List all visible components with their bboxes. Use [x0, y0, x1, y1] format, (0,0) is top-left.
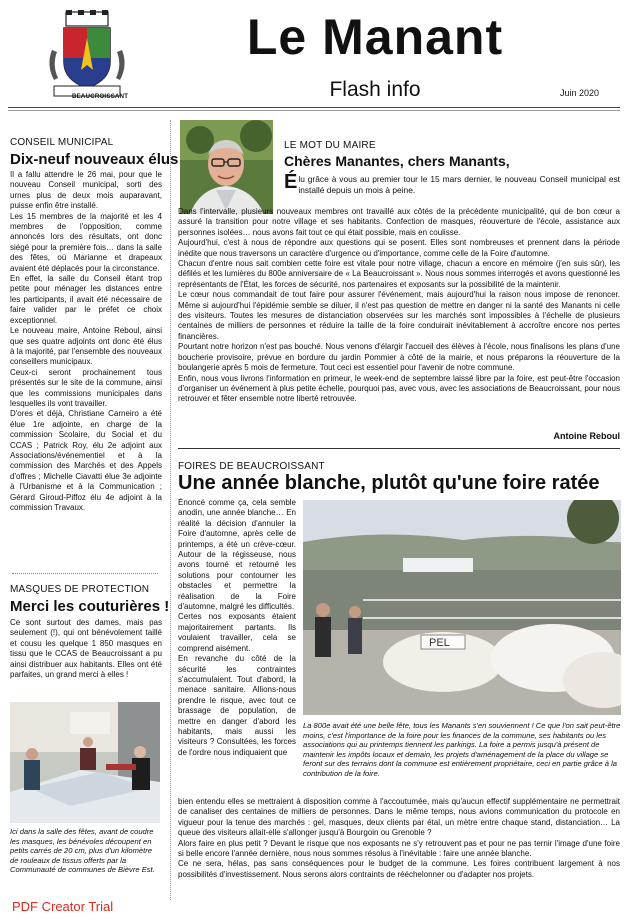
- mayor-portrait-photo: [180, 120, 273, 214]
- section-divider: [178, 448, 620, 449]
- fair-article-column: [178, 498, 296, 798]
- council-paragraph: En effet, la salle du Conseil étant trop petite pour ménager les distances entre les participants, il avait été nécessaire de faire valider par le préfet ce choix exceptionnel.: [10, 274, 162, 325]
- fair-paragraph: Certes nos exposants étaient majoritairement partants. Ils voulaient travailler, cela se comprend aisément.: [178, 612, 296, 653]
- fair-paragraph: Énoncé comme ça, cela semble anodin, une année blanche… En réalité la décision d'annuler la Foire d'automne, après celle de printemps, a été un crève-cœur. Autour de la régisseuse, nous avons tourné et retourné les solutions pour contourner les obstacles et permettre la réalisation de la Foire d'automne, malgré les difficultés.: [178, 498, 296, 612]
- masks-headline: Merci les couturières !: [10, 598, 170, 615]
- fair-paragraph: Alors faire en plus petit ? Devant le risque que nos exposants ne s'y retrouvent pas et pour ne pas ternir l'image d'une foire si belle encore l'année dernière, nous nous sommes résolus à l'inévitable : faire une année blanche.: [178, 838, 620, 859]
- mayor-article: [178, 207, 620, 425]
- fair-article-continued: [178, 797, 620, 899]
- mayor-paragraph: Aujourd'hui, c'est à nous de répondre aux questions qui se posent. Elles sont nombreuses et prennent dans la période inédite que nous traversons un caractère d'urgence ou d'importance, comme celle de la Foire d'automne.: [178, 238, 620, 258]
- mayor-paragraph: Chacun d'entre nous sait combien cette foire est vitale pour notre village, chacun a encore en mémoire (j'en suis sûr), les défilés et les lumières du 800e anniversaire de « La Beaucroissant ». Nous nous sommes interrogés et avons questionné les représentants de l'État, les forces de sécurité, nos partenaires et exposants sur la possibilité de la maintenir.: [178, 259, 620, 289]
- fair-paragraph: Ce ne sera, hélas, pas sans conséquences pour le budget de la commune. Les foires contribuent largement à nos possibilités d'investissement. Nous serons alors contraints de rééchelonner ou d'adapter nos projets.: [178, 859, 620, 879]
- sewing-volunteers-photo: [10, 702, 160, 823]
- mayor-headline: Chères Manantes, chers Manants,: [284, 153, 510, 169]
- masks-category: MASQUES DE PROTECTION: [10, 584, 150, 595]
- council-headline: Dix-neuf nouveaux élus: [10, 151, 179, 168]
- mayor-paragraph: Enfin, nous vous livrons l'information en primeur, le week-end de septembre laissé libre par la foire, est peut-être l'occasion d'organiser un événement à plus petite échelle, pourquoi pas, avec vous, avec les associations de Beaucroissant, pour nous retrouver et fêter ensemble notre liberté retrouvée.: [178, 373, 620, 404]
- masks-photo-caption: Ici dans la salle des fêtes, avant de coudre les masques, les bénévoles découpent en petits carrés de 20 cm, plus d'un kilomètre de rouleaux de tissus offerts par la Communauté de communes de Bièvre Est.: [10, 827, 155, 875]
- mayor-paragraph: Dans l'intervalle, plusieurs nouveaux membres ont travaillé aux côtés de la précédente municipalité, qui de bon cœur a assuré la transition pour notre village et ses habitants. Confection de masques, réouverture de l'école, assistance aux personnes isolées… nous avons fait tout ce qui était possible, mais en coulisse.: [178, 207, 620, 237]
- pdf-trial-watermark: PDF Creator Trial: [12, 899, 114, 914]
- fair-paragraph: En revanche du côté de la sécurité les contraintes s'accumulaient. Tout d'abord, la menace sanitaire. Allions-nous prendre le risque, avec tout ce brassage de population, de mettre en danger d'abord les habitants, mais aussi les visiteurs ? Consultées, les forces de l'ordre nous indiquaient que: [178, 654, 296, 757]
- fair-photo-caption: La 800e avait été une belle fête, tous les Manants s'en souviennent ! Ce que l'on sait peut-être moins, c'est l'importance de la foire pour les finances de la commune, ses habitants ou les associations qui au printemps tiennent les parkings. La foire a permis jusqu'à présent de maintenir les impôts locaux et demain, les projets d'aménagement de la place du village se feront sur des terrains dont la commune est entièrement propriétaire, ceci en partie grâce à la contribution de la foire.: [303, 721, 621, 778]
- cattle-fair-photo: [303, 500, 621, 715]
- section-divider: [12, 573, 158, 574]
- council-paragraph: Les 15 membres de la majorité et les 4 membres de l'opposition, comme annoncés lors des résultats, ont donc siégé pour la première fois… dans la salle des fêtes, où Marianne et drapeaux avaient été déplacés pour la circonstance.: [10, 211, 162, 273]
- mayor-lead: [284, 171, 620, 204]
- issue-date: Juin 2020: [560, 88, 600, 98]
- newsletter-title: Le Manant: [246, 9, 504, 65]
- fair-paragraph: bien entendu elles se mettraient à disposition comme à l'accoutumée, mais qu'aucun effectif supplémentaire ne permettrait de canaliser des centaines de milliers de personnes. Dans le même temps, nous avions communication du protocole en vigueur pour la tenue des marchés : gel, masques, deux clients par étal, un mètre entre chaque stand, distanciation… La queue des visiteurs allait-elle s'allonger jusqu'à Bourgoin ou Grenoble ?: [178, 797, 620, 838]
- fair-category: FOIRES DE BEAUCROISSANT: [178, 461, 325, 472]
- masthead-rule: [8, 107, 620, 108]
- mayor-signature: Antoine Reboul: [553, 431, 620, 441]
- mayor-paragraph: Pourtant notre horizon n'est pas bouché. Nous venons d'élargir l'accueil des élèves à l'école, nous finalisons les plans d'une boucherie provisoire, prévue en bordure du jardin Pommier à côté de la mairie, et nous préparons la réouverture de la boulangerie après 5 mois de fermeture. Tout ceci est essentiel pour l'avenir de notre commune.: [178, 342, 620, 373]
- photo-sign-text: PEL: [429, 637, 450, 649]
- mayor-paragraph: Le cœur nous commandait de tout faire pour assurer l'événement, mais aujourd'hui la raison nous impose de renoncer. Même si aujourd'hui l'épidémie semble se diluer, il n'est pas question de mettre en danger ni la santé des Manants ni celle des visiteurs. Toutes les mesures de distanciation observées sur les marchés sont impossibles à l'échelle de plusieurs centaines de milliers de personnes et réduire la taille de la foire conduirait inévitablement à accroître encore nos pertes financières.: [178, 290, 620, 341]
- council-paragraph: D'ores et déjà, Christiane Carneiro a été élue 1re adjointe, en charge de la commission Scolaire, du Social et du CCAS ; Patrick Roy, élu 2e adjoint aux Associations/événementiel et à la commission des Marchés et des Appels d'offres ; Michelle Ciavatti élue 3e adjointe à l'Urbanisme et à la Communication ; Gérard Giroud-Piffoz élu 4e adjoint à la commission Travaux.: [10, 409, 162, 512]
- fair-headline: Une année blanche, plutôt qu'une foire ratée: [178, 472, 600, 494]
- masks-article: Ce sont surtout des dames, mais pas seulement (!), qui ont bénévolement taillé et cousu les quelque 1 850 masques en tissu que le CCAS de Beaucroissant a pu ainsi distribuer aux habitants. Elles ont été parfaites, un grand merci à elles !: [10, 618, 162, 680]
- newsletter-subtitle: Flash info: [329, 78, 421, 101]
- council-paragraph: Il a fallu attendre le 26 mai, pour que le nouveau Conseil municipal, sorti des urnes plus de deux mois auparavant, puisse enfin être installé.: [10, 170, 162, 211]
- council-paragraph: Ceux-ci seront prochainement tous présentés sur le site de la commune, ainsi que les commissions municipales dans lesquelles ils vont travailler.: [10, 367, 162, 408]
- council-article: [10, 170, 162, 560]
- coat-of-arms-logo: [44, 10, 130, 100]
- mayor-category: LE MOT DU MAIRE: [284, 140, 376, 151]
- council-category: CONSEIL MUNICIPAL: [10, 137, 114, 148]
- mayor-lead-text: lu grâce à vous au premier tour le 15 mars dernier, le nouveau Conseil municipal est installé depuis un mois à peine.: [298, 174, 620, 195]
- brand-banner-text: BEAUCROISSANT: [72, 94, 129, 100]
- council-paragraph: Le nouveau maire, Antoine Reboul, ainsi que ses quatre adjoints ont donc été élus à la majorité, par l'ensemble des nouveaux conseillers municipaux.: [10, 326, 162, 367]
- drop-cap: É: [284, 171, 298, 193]
- column-divider: [170, 120, 172, 900]
- masthead-rule-thin: [8, 110, 620, 111]
